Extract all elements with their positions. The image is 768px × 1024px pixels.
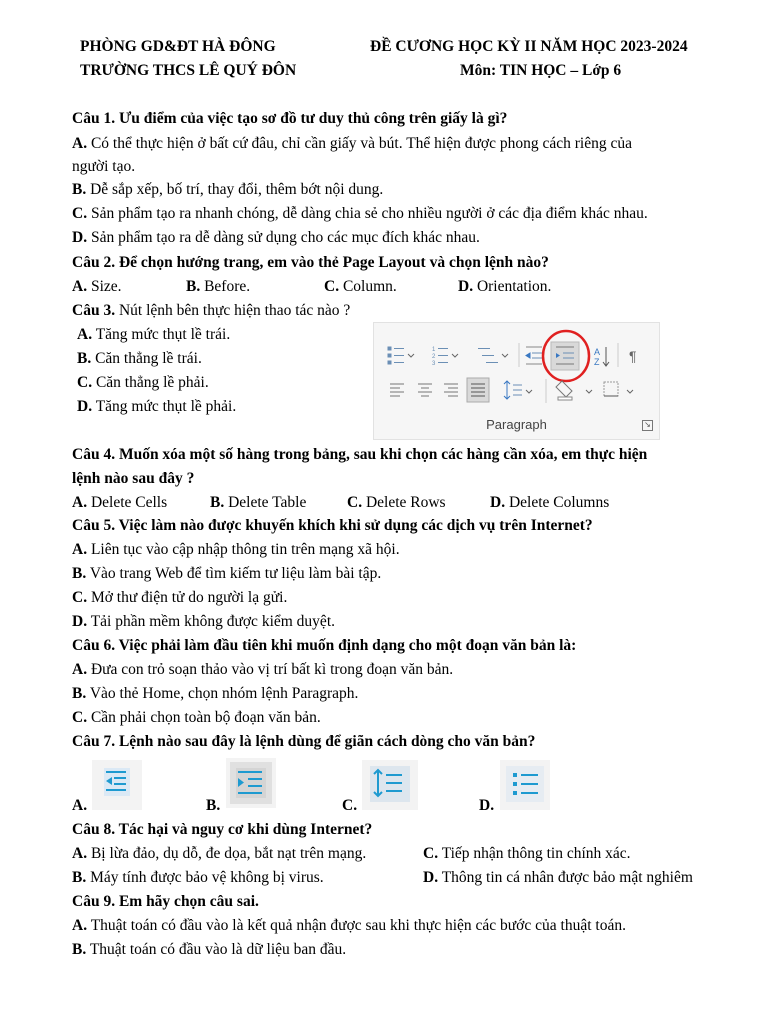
q5-option-d: D. Tải phần mềm không được kiểm duyệt. [72, 613, 335, 630]
justify-icon [467, 378, 489, 402]
bullets-icon [500, 760, 550, 810]
q7-letter-b: B. [206, 797, 221, 814]
svg-text:2: 2 [432, 354, 436, 360]
q3-option-b: B. Căn thẳng lề trái. [77, 350, 202, 367]
q6-title: Câu 6. Việc phải làm đầu tiên khi muốn định dạng cho một đoạn văn bản là: [72, 637, 577, 654]
q9-option-a: A. Thuật toán có đầu vào là kết quả nhận được sau khi thực hiện các bước của thuật toán. [72, 917, 626, 934]
q2-option-c: C. Column. [324, 278, 397, 295]
header-exam-title: ĐỀ CƯƠNG HỌC KỲ II NĂM HỌC 2023-2024 [370, 38, 688, 55]
q7-option-d-image [500, 760, 550, 810]
q5-option-a: A. Liên tục vào cập nhập thông tin trên mạng xã hội. [72, 541, 400, 558]
q7-option-c-image [362, 760, 418, 810]
q1-option-b: B. Dễ sắp xếp, bố trí, thay đổi, thêm bớt nội dung. [72, 181, 384, 198]
q2-option-d: D. Orientation. [458, 278, 552, 295]
q4-title: Câu 4. Muốn xóa một số hàng trong bảng, sau khi chọn các hàng cần xóa, em thực hiện [72, 446, 648, 463]
q7-option-a-image [92, 760, 142, 810]
q4-option-c: C. Delete Rows [347, 494, 446, 511]
pilcrow-icon: ¶ [629, 348, 637, 364]
align-left-icon [390, 384, 404, 396]
align-center-icon [418, 384, 432, 396]
q2-title: Câu 2. Để chọn hướng trang, em vào thẻ Page Layout và chọn lệnh nào? [72, 254, 549, 271]
dialog-launcher-icon: ↘ [642, 420, 653, 431]
q3-option-a: A. Tăng mức thụt lề trái. [77, 326, 231, 343]
q9-option-b: B. Thuật toán có đầu vào là dữ liệu ban đầu. [72, 941, 347, 958]
q7-letter-a: A. [72, 797, 88, 814]
q4-option-b: B. Delete Table [210, 494, 307, 511]
ribbon-group-label: Paragraph [486, 417, 547, 432]
ribbon-icons [374, 323, 659, 415]
decrease-indent-icon [92, 760, 142, 810]
line-spacing-icon [362, 760, 418, 810]
q9-title: Câu 9. Em hãy chọn câu sai. [72, 893, 259, 910]
numbering-icon [432, 347, 458, 367]
q5-title: Câu 5. Việc làm nào được khuyến khích khi sử dụng các dịch vụ trên Internet? [72, 517, 593, 534]
header-school: TRƯỜNG THCS LÊ QUÝ ĐÔN [80, 62, 297, 79]
multilevel-list-icon [478, 349, 508, 363]
q8-option-a: A. Bị lừa đảo, dụ dỗ, đe dọa, bắt nạt trên mạng. [72, 845, 367, 862]
q5-option-b: B. Vào trang Web để tìm kiếm tư liệu làm bài tập. [72, 565, 382, 582]
q2-option-b: B. Before. [186, 278, 251, 295]
q6-option-c: C. Cần phải chọn toàn bộ đoạn văn bản. [72, 709, 321, 726]
q6-option-a: A. Đưa con trỏ soạn thảo vào vị trí bất kì trong đoạn văn bản. [72, 661, 454, 678]
q2-option-a: A. Size. [72, 278, 122, 295]
q8-title: Câu 8. Tác hại và nguy cơ khi dùng Internet? [72, 821, 373, 838]
q3-option-c: C. Căn thẳng lề phải. [77, 374, 209, 391]
q8-option-d: D. Thông tin cá nhân được bảo mật nghiêm [423, 869, 693, 886]
q8-option-c: C. Tiếp nhận thông tin chính xác. [423, 845, 631, 862]
shading-icon [556, 381, 592, 400]
increase-indent-icon [226, 758, 276, 808]
increase-indent-icon [551, 342, 579, 370]
q7-option-b-image [226, 758, 276, 808]
svg-text:1: 1 [432, 347, 436, 353]
q1-option-a: A. Có thể thực hiện ở bất cứ đâu, chỉ cần giấy và bút. Thể hiện được phong cách riêng của [72, 135, 632, 152]
q1-option-a-cont: người tạo. [72, 158, 136, 175]
sort-icon [594, 347, 609, 367]
q4-title-cont: lệnh nào sau đây ? [72, 470, 195, 487]
bullets-icon [388, 347, 414, 364]
q4-option-a: A. Delete Cells [72, 494, 168, 511]
paragraph-ribbon-screenshot [373, 322, 660, 440]
header-department: PHÒNG GD&ĐT HÀ ĐÔNG [80, 38, 276, 55]
q7-letter-d: D. [479, 797, 495, 814]
header-subject: Môn: TIN HỌC – Lớp 6 [460, 62, 622, 79]
line-spacing-icon [504, 381, 532, 399]
q1-title: Câu 1. Ưu điểm của việc tạo sơ đồ tư duy thủ công trên giấy là gì? [72, 110, 508, 127]
align-right-icon [444, 384, 458, 396]
q1-option-c: C. Sản phẩm tạo ra nhanh chóng, dễ dàng chia sẻ cho nhiều người ở các địa điểm khác nhau. [72, 205, 648, 222]
q3-option-d: D. Tăng mức thụt lề phải. [77, 398, 237, 415]
q7-letter-c: C. [342, 797, 358, 814]
q8-option-b: B. Máy tính được bảo vệ không bị virus. [72, 869, 324, 886]
q1-option-d: D. Sản phẩm tạo ra dễ dàng sử dụng cho các mục đích khác nhau. [72, 229, 480, 246]
svg-text:A: A [594, 347, 601, 357]
decrease-indent-icon [526, 347, 542, 364]
svg-text:Z: Z [594, 357, 600, 367]
q7-title: Câu 7. Lệnh nào sau đây là lệnh dùng để giãn cách dòng cho văn bản? [72, 733, 536, 750]
q6-option-b: B. Vào thẻ Home, chọn nhóm lệnh Paragraph. [72, 685, 359, 702]
q5-option-c: C. Mở thư điện tử do người lạ gửi. [72, 589, 288, 606]
svg-text:3: 3 [432, 361, 436, 367]
q3-title: Câu 3. Nút lệnh bên thực hiện thao tác nào ? [72, 302, 351, 319]
q4-option-d: D. Delete Columns [490, 494, 610, 511]
borders-icon [604, 382, 633, 396]
